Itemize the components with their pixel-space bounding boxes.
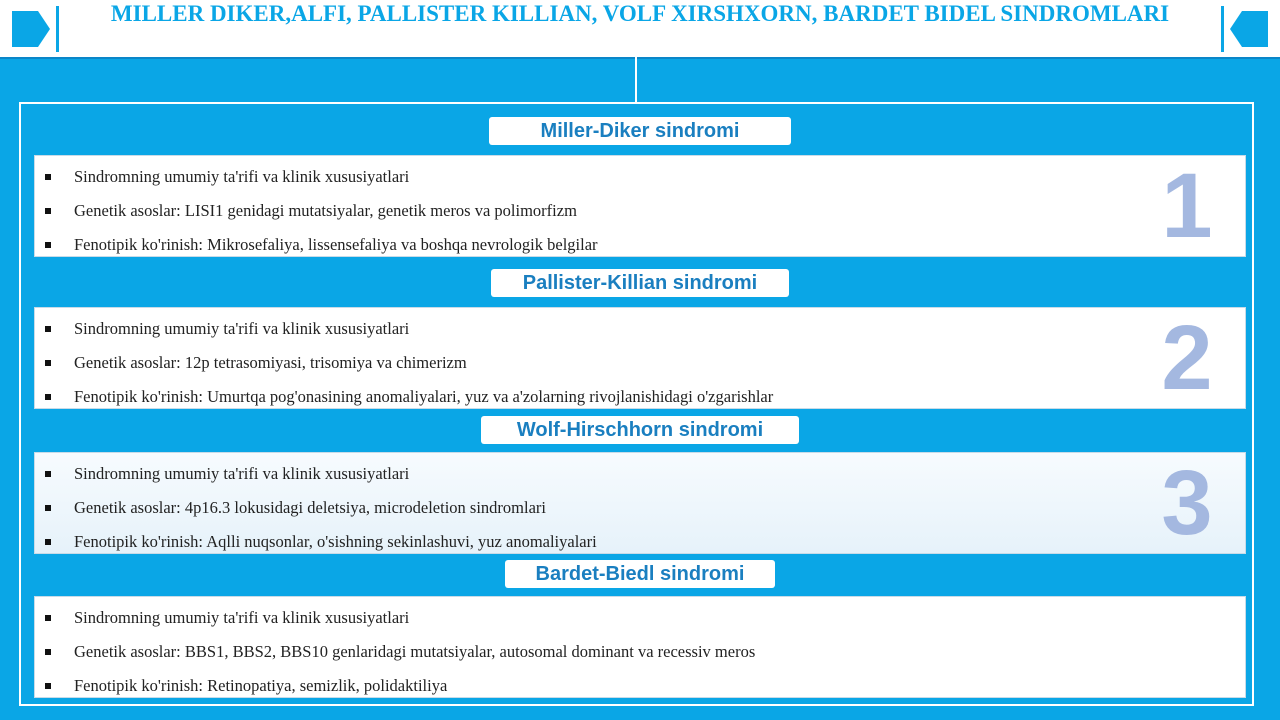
list-item: Sindromning umumiy ta'rifi va klinik xususiyatlari	[45, 606, 755, 640]
section-label-pallister-killian: Pallister-Killian sindromi	[491, 269, 789, 297]
bullet-icon	[45, 326, 51, 332]
list-item: Genetik asoslar: LISI1 genidagi mutatsiyalar, genetik meros va polimorfizm	[45, 199, 598, 233]
section-card-bardet-biedl	[34, 596, 1246, 698]
list-item: Sindromning umumiy ta'rifi va klinik xususiyatlari	[45, 317, 773, 351]
list-item: Fenotipik ko'rinish: Mikrosefaliya, lissensefaliya va boshqa nevrologik belgilar	[45, 233, 598, 267]
bullet-icon	[45, 649, 51, 655]
bullet-list	[45, 606, 755, 708]
section-number: 1	[1161, 155, 1213, 257]
list-item: Fenotipik ko'rinish: Umurtqa pog'onasining anomaliyalari, yuz va a'zolarning rivojlanishidagi o'zgarishlar	[45, 385, 773, 419]
list-item: Sindromning umumiy ta'rifi va klinik xususiyatlari	[45, 165, 598, 199]
bullet-icon	[45, 360, 51, 366]
section-card-miller-diker	[34, 155, 1246, 257]
bullet-list	[45, 165, 598, 267]
list-item: Sindromning umumiy ta'rifi va klinik xususiyatlari	[45, 462, 597, 496]
bullet-icon	[45, 615, 51, 621]
list-item: Genetik asoslar: BBS1, BBS2, BBS10 genlaridagi mutatsiyalar, autosomal dominant va recessiv meros	[45, 640, 755, 674]
list-item: Genetik asoslar: 4p16.3 lokusidagi deletsiya, microdeletion sindromlari	[45, 496, 597, 530]
section-label-miller-diker: Miller-Diker sindromi	[489, 117, 791, 145]
bullet-icon	[45, 505, 51, 511]
page-title: MILLER DIKER,ALFI, PALLISTER KILLIAN, VOLF XIRSHXORN, BARDET BIDEL SINDROMLARI	[110, 1, 1170, 26]
section-card-pallister-killian	[34, 307, 1246, 409]
list-item: Genetik asoslar: 12p tetrasomiyasi, trisomiya va chimerizm	[45, 351, 773, 385]
bullet-icon	[45, 539, 51, 545]
arrow-left-icon	[1220, 6, 1272, 52]
connector-line	[635, 57, 637, 103]
bullet-icon	[45, 683, 51, 689]
bullet-icon	[45, 208, 51, 214]
bullet-icon	[45, 471, 51, 477]
section-number: 2	[1161, 307, 1213, 409]
bullet-list	[45, 317, 773, 419]
arrow-right-icon	[8, 6, 60, 52]
list-item: Fenotipik ko'rinish: Retinopatiya, semizlik, polidaktiliya	[45, 674, 755, 708]
section-label-bardet-biedl: Bardet-Biedl sindromi	[505, 560, 775, 588]
bullet-icon	[45, 174, 51, 180]
list-item: Fenotipik ko'rinish: Aqlli nuqsonlar, o'sishning sekinlashuvi, yuz anomaliyalari	[45, 530, 597, 564]
slide-header	[0, 0, 1280, 59]
bullet-icon	[45, 242, 51, 248]
section-label-wolf-hirschhorn: Wolf-Hirschhorn sindromi	[481, 416, 799, 444]
section-card-wolf-hirschhorn	[34, 452, 1246, 554]
section-number: 3	[1161, 452, 1213, 554]
bullet-list	[45, 462, 597, 564]
bullet-icon	[45, 394, 51, 400]
